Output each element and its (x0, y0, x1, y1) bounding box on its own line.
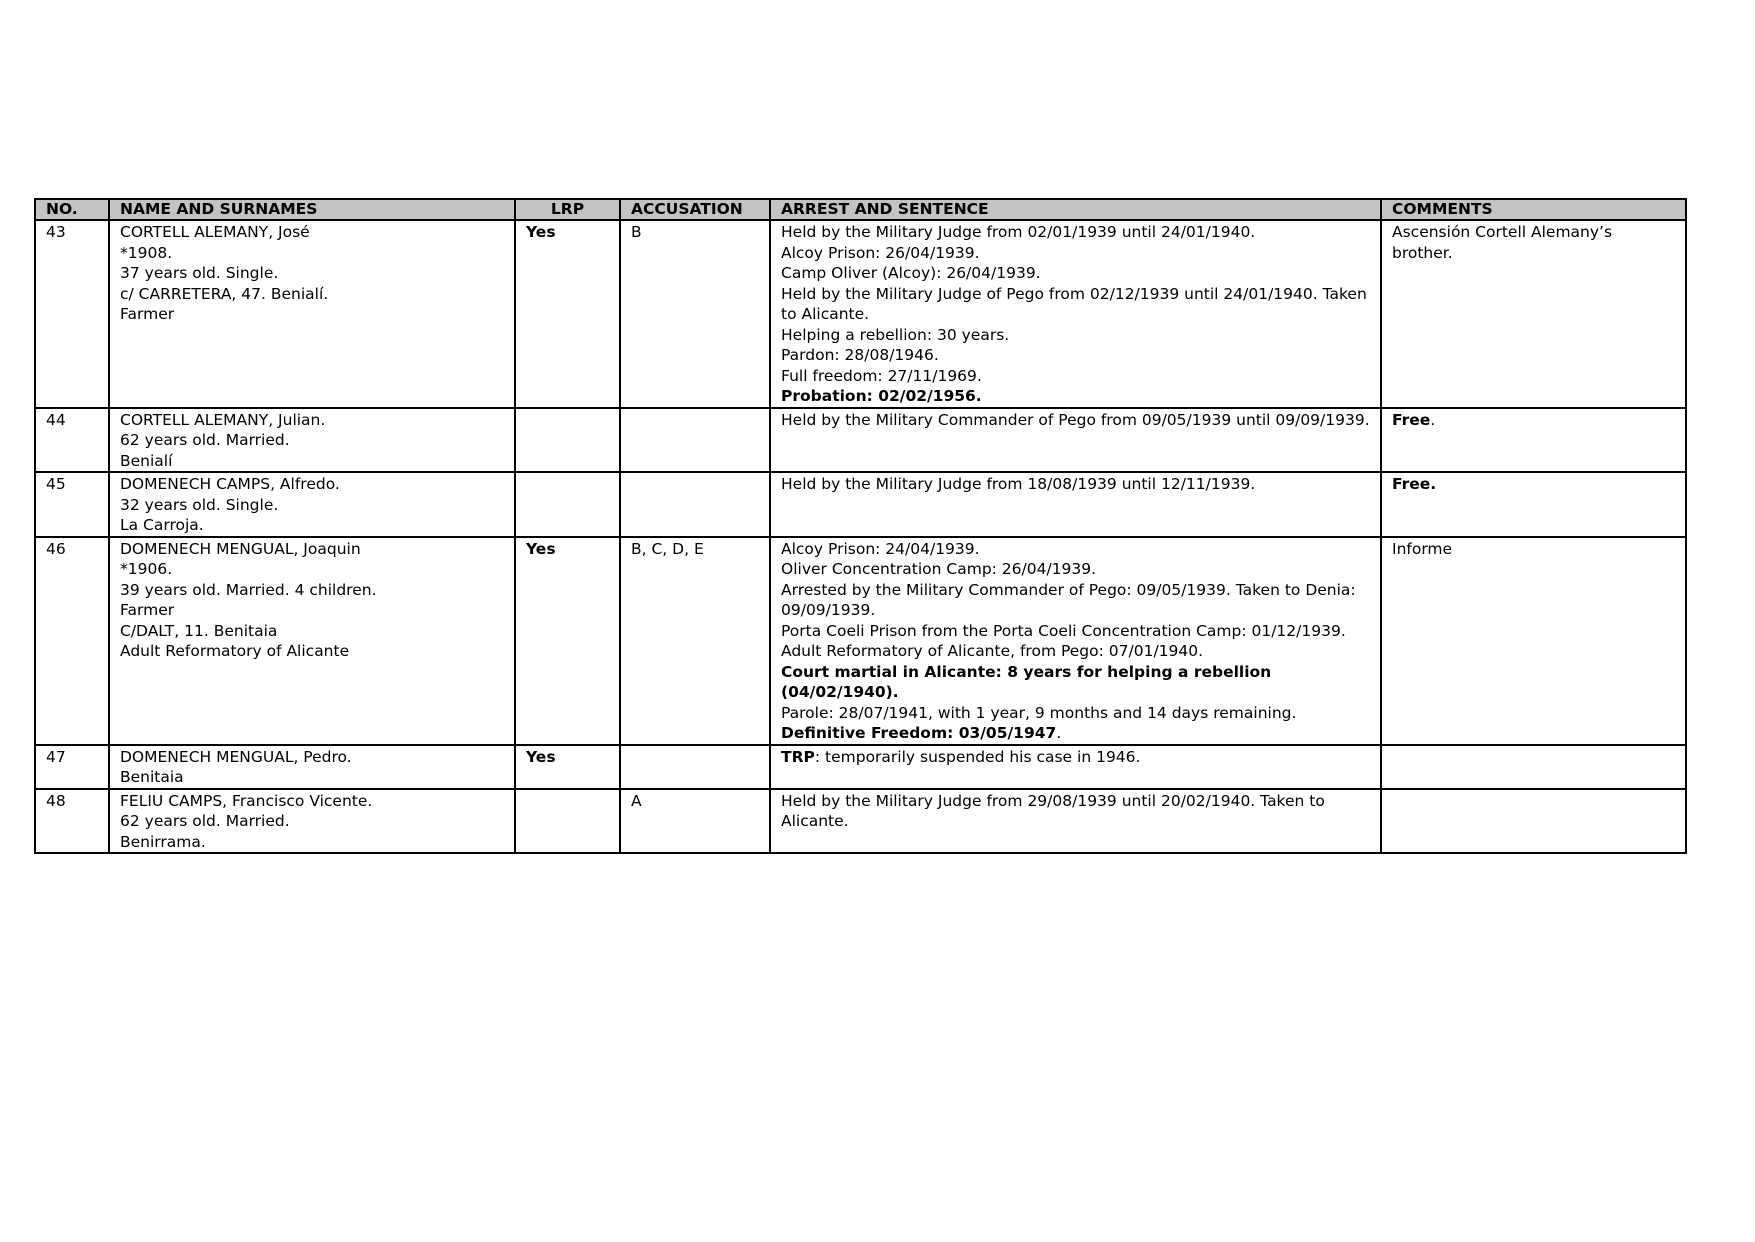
table-row (35, 408, 1686, 473)
table-row (35, 220, 1686, 408)
cell-lrp (515, 408, 620, 473)
arrest-tail: : temporarily suspended his case in 1946. (814, 747, 1141, 766)
arrest-line: Adult Reformatory of Alicante, from Pego: 07/01/1940. (781, 642, 1204, 660)
arrest-line: Probation: 02/02/1956. (781, 387, 982, 405)
cell-name (109, 537, 515, 745)
table-row (35, 472, 1686, 537)
header-row (35, 199, 1686, 220)
cell-lrp (515, 472, 620, 537)
table-row (35, 745, 1686, 789)
arrest-line: Porta Coeli Prison from the Porta Coeli Concentration Camp: 01/12/1939. (781, 621, 1346, 640)
name-line: DOMENECH CAMPS, Alfredo. (120, 475, 340, 493)
arrest-line: Held by the Military Judge from 18/08/1939 until 12/11/1939. (781, 475, 1256, 493)
name-line: CORTELL ALEMANY, José (120, 223, 310, 241)
cell-lrp: Yes (515, 220, 620, 408)
cell-accusation: B (620, 220, 770, 408)
cell-name (109, 789, 515, 854)
arrest-final-bold: Definitive Freedom: 03/05/1947 (781, 724, 1057, 742)
comment-bold: Free (1392, 410, 1431, 429)
arrest-line: Alcoy Prison: 26/04/1939. (781, 243, 980, 262)
cell-arrest (770, 745, 1381, 789)
records-table (34, 198, 1687, 854)
cell-no: 44 (35, 408, 109, 473)
name-line: 62 years old. Married. (120, 431, 290, 449)
cell-comments (1381, 745, 1686, 789)
arrest-final-tail: . (1056, 724, 1062, 742)
cell-comments: Free. (1381, 472, 1686, 537)
arrest-bold: TRP (781, 747, 815, 766)
arrest-line: Parole: 28/07/1941, with 1 year, 9 months and 14 days remaining. (781, 703, 1297, 722)
name-line: *1906. (120, 560, 173, 578)
header-name: NAME AND SURNAMES (109, 199, 515, 220)
cell-accusation (620, 472, 770, 537)
cell-name (109, 472, 515, 537)
cell-accusation (620, 408, 770, 473)
arrest-line (781, 723, 1370, 744)
name-line: 62 years old. Married. (120, 812, 290, 830)
name-line: FELIU CAMPS, Francisco Vicente. (120, 791, 373, 810)
arrest-line: Held by the Military Judge of Pego from 02/12/1939 until 24/01/1940. Taken to Alicante. (781, 284, 1367, 323)
cell-arrest (770, 537, 1381, 745)
comment-tail: . (1430, 410, 1436, 429)
table-row (35, 789, 1686, 854)
name-line: c/ CARRETERA, 47. Benialí. (120, 284, 329, 303)
table-body (35, 220, 1686, 853)
cell-no: 48 (35, 789, 109, 854)
name-line: Benitaia (120, 768, 184, 786)
cell-comments: Ascensión Cortell Alemany’s brother. (1381, 220, 1686, 408)
cell-lrp (515, 789, 620, 854)
cell-arrest (770, 408, 1381, 473)
name-line: *1908. (120, 243, 173, 262)
table-row (35, 537, 1686, 745)
arrest-line: Held by the Military Commander of Pego from 09/05/1939 until 09/09/1939. (781, 410, 1370, 429)
arrest-line: Alcoy Prison: 24/04/1939. (781, 539, 980, 558)
cell-accusation (620, 745, 770, 789)
name-line: DOMENECH MENGUAL, Pedro. (120, 747, 352, 766)
name-line: CORTELL ALEMANY, Julian. (120, 410, 326, 429)
header-lrp: LRP (515, 199, 620, 220)
cell-no: 46 (35, 537, 109, 745)
name-line: 37 years old. Single. (120, 264, 279, 282)
header-accusation: ACCUSATION (620, 199, 770, 220)
header-no: NO. (35, 199, 109, 220)
cell-arrest (770, 220, 1381, 408)
arrest-line: Oliver Concentration Camp: 26/04/1939. (781, 560, 1097, 578)
cell-arrest (770, 789, 1381, 854)
cell-comments (1381, 789, 1686, 854)
cell-no: 45 (35, 472, 109, 537)
cell-accusation: B, C, D, E (620, 537, 770, 745)
name-line: Farmer (120, 305, 175, 323)
cell-no: 47 (35, 745, 109, 789)
cell-lrp: Yes (515, 745, 620, 789)
name-line: Benialí (120, 451, 173, 470)
arrest-line: Full freedom: 27/11/1969. (781, 366, 982, 385)
name-line: 39 years old. Married. 4 children. (120, 580, 377, 599)
header-arrest: ARREST AND SENTENCE (770, 199, 1381, 220)
cell-comments (1381, 408, 1686, 473)
name-line: La Carroja. (120, 516, 204, 534)
cell-arrest (770, 472, 1381, 537)
cell-name (109, 220, 515, 408)
arrest-line: Held by the Military Judge from 29/08/1939 until 20/02/1940. Taken to Alicante. (781, 791, 1325, 830)
name-line: 32 years old. Single. (120, 495, 279, 514)
name-line: DOMENECH MENGUAL, Joaquin (120, 539, 361, 558)
cell-name (109, 745, 515, 789)
cell-lrp: Yes (515, 537, 620, 745)
name-line: Farmer (120, 601, 175, 619)
table-header (35, 199, 1686, 220)
cell-name (109, 408, 515, 473)
name-line: C/DALT, 11. Benitaia (120, 621, 278, 640)
arrest-line: Pardon: 28/08/1946. (781, 346, 939, 364)
header-comments: COMMENTS (1381, 199, 1686, 220)
arrest-line: Arrested by the Military Commander of Pego: 09/05/1939. Taken to Denia: 09/09/1939. (781, 580, 1356, 619)
cell-no: 43 (35, 220, 109, 408)
cell-accusation: A (620, 789, 770, 854)
arrest-line: Held by the Military Judge from 02/01/1939 until 24/01/1940. (781, 223, 1256, 241)
arrest-line: Camp Oliver (Alcoy): 26/04/1939. (781, 264, 1041, 282)
arrest-line: Court martial in Alicante: 8 years for helping a rebellion (04/02/1940). (781, 662, 1272, 701)
name-line: Adult Reformatory of Alicante (120, 642, 350, 660)
name-line: Benirrama. (120, 832, 206, 851)
cell-comments: Informe (1381, 537, 1686, 745)
arrest-line: Helping a rebellion: 30 years. (781, 325, 1010, 344)
